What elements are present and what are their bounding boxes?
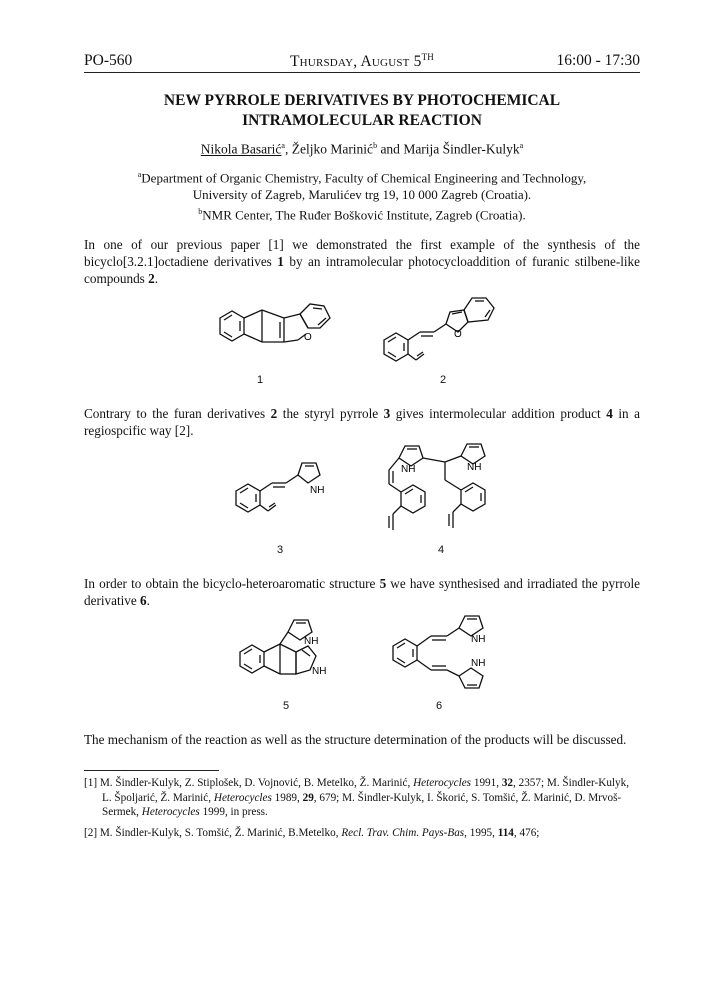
- compound-label: 4: [437, 544, 445, 556]
- styryl-pyrrole-structure: [228, 455, 338, 525]
- nh-group: NH: [471, 634, 486, 645]
- intermolecular-addition-product-structure: [375, 440, 515, 540]
- affiliation-a: $^a$Department of Organic Chemistry, Faculty of Chemical Engineering and Technology,: [137, 170, 587, 186]
- nh-group: NH: [304, 636, 319, 647]
- bicyclo-heteroaromatic-structure: [232, 614, 342, 694]
- bis-pyrrole-stilbene-structure: [385, 614, 505, 694]
- compound-label: 6: [435, 700, 443, 712]
- nh-group: NH: [471, 658, 486, 669]
- affiliations: $^a$Department of Organic Chemistry, Faculty of Chemical Engineering and Technology, University of Zagreb, Marulićev trg 19, 10 000 Zagreb (Croatia). $^b$NMR Center, The Ruđer Bošković Institute, Zagreb (Croatia).: [84, 166, 640, 224]
- oxygen-atom: O: [454, 329, 462, 340]
- poster-code: PO-560: [84, 52, 133, 69]
- footnote-2: [2] M. Šindler-Kulyk, S. Tomšić, Ž. Marinić, B.Metelko, Recl. Trav. Chim. Pays-Bas, 1995, 114, 476;: [84, 827, 540, 839]
- structure-2: [372, 290, 522, 377]
- footnote-1: [1] M. Šindler-Kulyk, Z. Stiplošek, D. Vojnović, B. Metelko, Ž. Marinić, Heterocycles 1991, 32, 2357; M. Šindler-Kulyk, L. Špoljarić, Ž. Marinić, Heterocycles 1989, 29, 679; M. Šindler-Kulyk, I. Škorić, S. Tomšić, Ž. Marinić, D. Mrvoš-Sermek, Heterocycles 1999, in press.: [84, 777, 629, 818]
- running-header: [84, 50, 640, 73]
- nh-group: NH: [401, 464, 416, 475]
- compound-label: 2: [439, 374, 447, 386]
- furanic-stilbene-structure: [372, 290, 522, 372]
- nh-group: NH: [312, 666, 327, 677]
- session-day: Thursday, August 5TH: [289, 52, 435, 71]
- structure-3: [228, 455, 338, 530]
- structure-6: [385, 614, 505, 699]
- structure-4: [375, 440, 515, 545]
- paragraph-4: The mechanism of the reaction as well as the structure determination of the products will be discussed.: [84, 732, 627, 747]
- structure-5: [232, 614, 342, 699]
- affiliation-b: $^b$NMR Center, The Ruđer Bošković Institute, Zagreb (Croatia).: [198, 207, 526, 223]
- bicyclooctadiene-furan-structure: [210, 296, 340, 368]
- paragraph-3: In order to obtain the bicyclo-heteroaromatic structure 5 we have synthesised and irradiated the pyrrole derivative 6.: [84, 576, 640, 608]
- compound-label: 1: [256, 374, 264, 386]
- paragraph-1: In one of our previous paper [1] we demonstrated the first example of the synthesis of the bicyclo[3.2.1]octadiene derivatives 1 by an intramolecular photocycloaddition of furanic stilbene-like compounds 2.: [84, 237, 640, 286]
- session-time: 16:00 - 17:30: [556, 52, 640, 69]
- author-list: Nikola Basarić$^a$, Željko Marinić$^b$ and Marija Šindler-Kulyk$^a$: [200, 141, 524, 157]
- author: Željko Marinić: [291, 141, 374, 157]
- nh-group: NH: [467, 462, 482, 473]
- author-presenter: Nikola Basarić: [200, 141, 282, 157]
- structure-1: [210, 296, 340, 373]
- compound-label: 5: [282, 700, 290, 712]
- paper-title: NEW PYRROLE DERIVATIVES BY PHOTOCHEMICAL INTRAMOLECULAR REACTION: [163, 92, 561, 129]
- author: Marija Šindler-Kulyk: [403, 141, 520, 157]
- footnote-divider: [84, 770, 219, 771]
- paragraph-2: Contrary to the furan derivatives 2 the styryl pyrrole 3 gives intermolecular addition product 4 in a regiospcific way [2].: [84, 406, 640, 438]
- compound-label: 3: [276, 544, 284, 556]
- nh-group: NH: [310, 485, 325, 496]
- oxygen-atom: O: [304, 332, 312, 343]
